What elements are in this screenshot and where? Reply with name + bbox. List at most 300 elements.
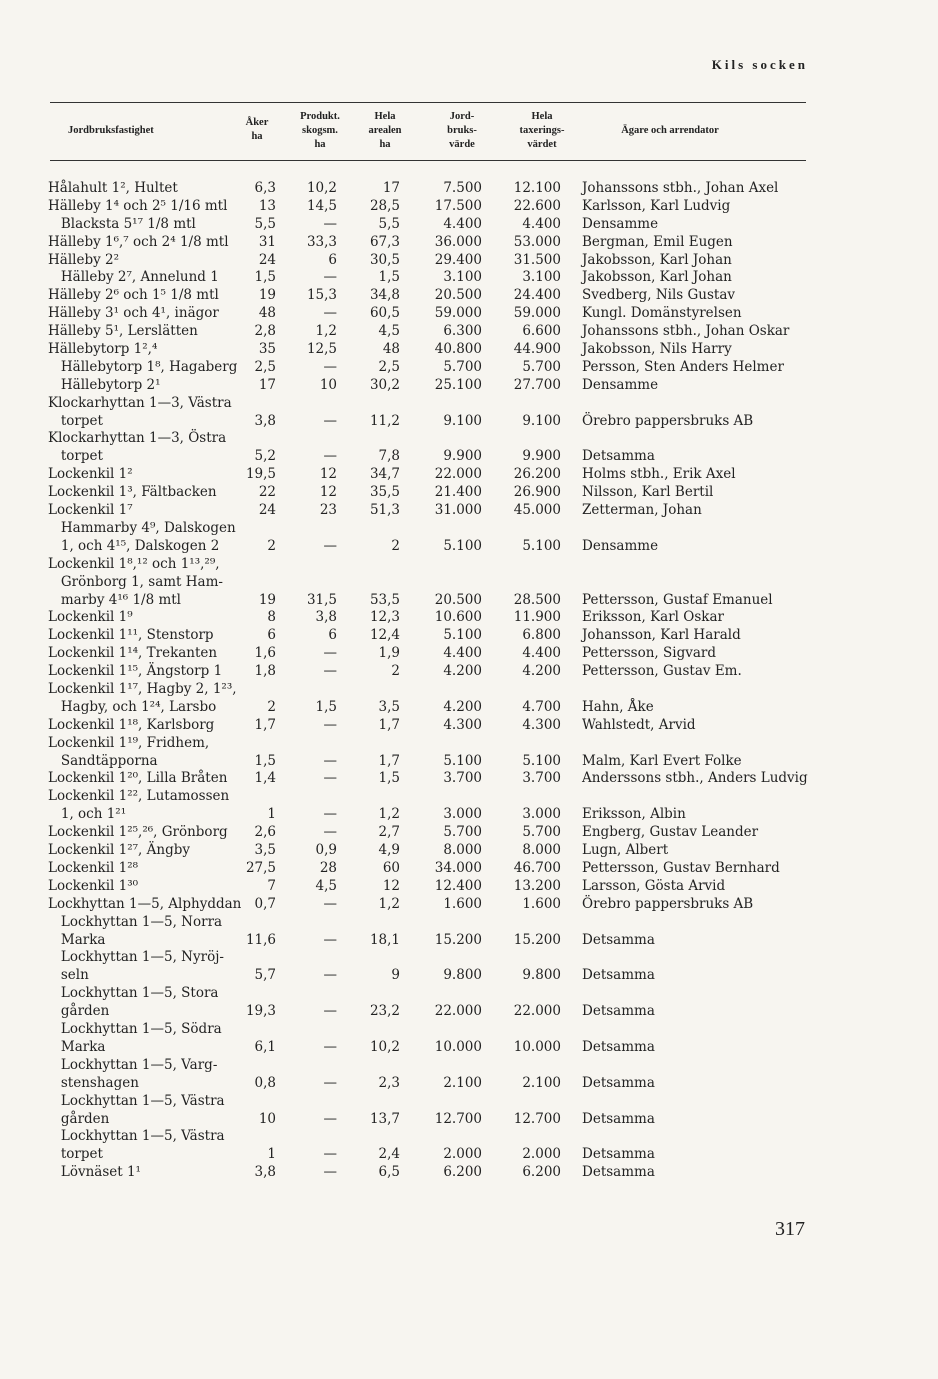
aker-cell: 2,5	[254, 358, 276, 375]
property-name-cell: Hälleby 1⁴ och 2⁵ 1/16 mtl	[48, 197, 228, 214]
header-rule-bottom	[50, 160, 806, 161]
skogsmark-cell: 0,9	[315, 842, 337, 859]
property-name-cell: Lockenkil 1¹¹, Stenstorp	[48, 627, 214, 644]
hela-arealen-cell: 2,7	[378, 824, 400, 841]
jordbruksvarde-cell: 10.000	[434, 1038, 482, 1055]
agare-cell: Örebro pappersbruks AB	[582, 412, 754, 429]
aker-cell: 10	[258, 1110, 276, 1127]
jordbruksvarde-cell: 17.500	[434, 197, 482, 214]
skogsmark-cell: —	[323, 1164, 337, 1181]
table-row	[0, 1164, 938, 1182]
table-row	[0, 269, 938, 287]
aker-cell: 13	[258, 197, 276, 214]
taxeringsvarde-cell: 22.000	[513, 1003, 561, 1020]
agare-cell: Detsamma	[582, 448, 655, 465]
taxeringsvarde-cell: 5.100	[522, 752, 561, 769]
property-name-cell: Lockhyttan 1—5, Västra	[48, 1092, 225, 1109]
aker-cell: 6,1	[254, 1038, 276, 1055]
property-table	[0, 180, 938, 1182]
agare-cell: Malm, Karl Evert Folke	[582, 752, 742, 769]
hela-arealen-cell: 28,5	[369, 197, 400, 214]
agare-cell: Detsamma	[582, 1074, 655, 1091]
agare-cell: Johanssons stbh., Johan Oskar	[582, 323, 790, 340]
col-header-skogsmark: Produkt. skogsm. ha	[300, 111, 340, 150]
aker-cell: 31	[258, 233, 276, 250]
property-name-cell: torpet	[48, 412, 103, 429]
hela-arealen-cell: 4,5	[378, 323, 400, 340]
skogsmark-cell: —	[323, 412, 337, 429]
agare-cell: Johanssons stbh., Johan Axel	[582, 180, 779, 196]
property-name-cell: 1, och 4¹⁵, Dalskogen 2	[48, 537, 220, 554]
taxeringsvarde-cell: 10.000	[513, 1038, 561, 1055]
jordbruksvarde-cell: 21.400	[434, 484, 482, 501]
property-name-cell: seln	[48, 967, 89, 984]
aker-cell: 1,8	[254, 663, 276, 680]
taxeringsvarde-cell: 26.900	[513, 484, 561, 501]
skogsmark-cell: —	[323, 215, 337, 232]
aker-cell: 5,7	[254, 967, 276, 984]
taxeringsvarde-cell: 3.000	[522, 806, 561, 823]
skogsmark-cell: —	[323, 1003, 337, 1020]
aker-cell: 19,5	[245, 466, 276, 483]
agare-cell: Kungl. Domänstyrelsen	[582, 305, 742, 322]
table-row	[0, 1057, 938, 1093]
skogsmark-cell: —	[323, 305, 337, 322]
property-name-cell: Lövnäset 1¹	[48, 1164, 141, 1181]
jordbruksvarde-cell: 36.000	[434, 233, 482, 250]
jordbruksvarde-cell: 5.700	[443, 358, 482, 375]
jordbruksvarde-cell: 15.200	[434, 931, 482, 948]
hela-arealen-cell: 2,3	[378, 1074, 400, 1091]
taxeringsvarde-cell: 5.100	[522, 537, 561, 554]
property-name-cell: Hällebytorp 2¹	[48, 376, 161, 393]
skogsmark-cell: —	[323, 645, 337, 662]
property-name-cell: Lockenkil 1⁸,¹² och 1¹³,²⁹,	[48, 555, 220, 572]
jordbruksvarde-cell: 9.100	[443, 412, 482, 429]
hela-arealen-cell: 2,4	[378, 1146, 400, 1163]
jordbruksvarde-cell: 6.300	[443, 323, 482, 340]
running-head: Kils socken	[711, 57, 808, 72]
skogsmark-cell: 14,5	[306, 197, 337, 214]
aker-cell: 2	[267, 698, 276, 715]
skogsmark-cell: 12	[319, 484, 337, 501]
property-name-cell: Lockenkil 1¹⁴, Trekanten	[48, 645, 218, 662]
hela-arealen-cell: 30,2	[369, 376, 400, 393]
taxeringsvarde-cell: 5.700	[522, 358, 561, 375]
table-row	[0, 520, 938, 556]
jordbruksvarde-cell: 22.000	[434, 1003, 482, 1020]
property-name-cell: Hälleby 2⁷, Annelund 1	[48, 269, 219, 286]
agare-cell: Lugn, Albert	[582, 842, 669, 859]
property-name-cell: gården	[48, 1003, 110, 1020]
table-row	[0, 788, 938, 824]
jordbruksvarde-cell: 9.800	[443, 967, 482, 984]
jordbruksvarde-cell: 4.200	[443, 698, 482, 715]
skogsmark-cell: 10	[319, 376, 337, 393]
hela-arealen-cell: 4,9	[378, 842, 400, 859]
taxeringsvarde-cell: 27.700	[513, 376, 561, 393]
property-name-cell: Lockenkil 1³, Fältbacken	[48, 484, 217, 501]
hela-arealen-cell: 51,3	[369, 502, 400, 519]
skogsmark-cell: 12,5	[306, 341, 337, 358]
table-row	[0, 305, 938, 323]
hela-arealen-cell: 1,7	[378, 716, 400, 733]
agare-cell: Svedberg, Nils Gustav	[582, 287, 735, 304]
property-name-cell: Lockenkil 1⁷	[48, 502, 133, 519]
property-name-cell: Klockarhyttan 1—3, Östra	[48, 430, 227, 447]
taxeringsvarde-cell: 9.900	[522, 448, 561, 465]
taxeringsvarde-cell: 28.500	[513, 591, 561, 608]
property-name-cell: Lockhyttan 1—5, Stora	[48, 985, 219, 1002]
hela-arealen-cell: 18,1	[369, 931, 400, 948]
taxeringsvarde-cell: 31.500	[513, 251, 561, 268]
table-row	[0, 323, 938, 341]
aker-cell: 6	[267, 627, 276, 644]
skogsmark-cell: 12	[319, 466, 337, 483]
hela-arealen-cell: 17	[382, 180, 400, 196]
agare-cell: Detsamma	[582, 1146, 655, 1163]
table-row	[0, 896, 938, 914]
aker-cell: 19	[258, 591, 276, 608]
jordbruksvarde-cell: 5.100	[443, 537, 482, 554]
agare-cell: Karlsson, Karl Ludvig	[582, 197, 731, 214]
table-row	[0, 627, 938, 645]
hela-arealen-cell: 3,5	[378, 698, 400, 715]
col-header-agare: Ägare och arrendator	[621, 125, 719, 136]
skogsmark-cell: 31,5	[306, 591, 337, 608]
hela-arealen-cell: 2,5	[378, 358, 400, 375]
aker-cell: 1	[267, 806, 276, 823]
table-row	[0, 824, 938, 842]
hela-arealen-cell: 67,3	[369, 233, 400, 250]
hela-arealen-cell: 60,5	[369, 305, 400, 322]
agare-cell: Detsamma	[582, 1164, 655, 1181]
aker-cell: 6,3	[254, 180, 276, 196]
taxeringsvarde-cell: 3.700	[522, 770, 561, 787]
property-name-cell: Lockenkil 1¹⁵, Ängstorp 1	[48, 663, 223, 680]
property-name-cell: Lockenkil 1²⁸	[48, 859, 139, 876]
agare-cell: Densamme	[582, 376, 659, 393]
aker-cell: 5,5	[254, 215, 276, 232]
property-name-cell: Hälleby 2²	[48, 251, 120, 268]
skogsmark-cell: 15,3	[306, 287, 337, 304]
jordbruksvarde-cell: 29.400	[434, 251, 482, 268]
skogsmark-cell: —	[323, 895, 337, 912]
jordbruksvarde-cell: 34.000	[434, 859, 482, 876]
agare-cell: Detsamma	[582, 1038, 655, 1055]
property-name-cell: Lockhyttan 1—5, Alphyddan	[48, 895, 242, 912]
hela-arealen-cell: 1,9	[378, 645, 400, 662]
hela-arealen-cell: 7,8	[378, 448, 400, 465]
taxeringsvarde-cell: 45.000	[513, 502, 561, 519]
agare-cell: Detsamma	[582, 1110, 655, 1127]
table-row	[0, 681, 938, 717]
hela-arealen-cell: 34,8	[369, 287, 400, 304]
skogsmark-cell: —	[323, 269, 337, 286]
table-row	[0, 484, 938, 502]
table-row	[0, 252, 938, 270]
table-row	[0, 949, 938, 985]
agare-cell: Pettersson, Sigvard	[582, 645, 716, 662]
skogsmark-cell: 3,8	[315, 609, 337, 626]
taxeringsvarde-cell: 1.600	[522, 895, 561, 912]
col-header-taxeringsvardet: Hela taxerings- värdet	[519, 111, 565, 150]
aker-cell: 19,3	[245, 1003, 276, 1020]
aker-cell: 48	[258, 305, 276, 322]
agare-cell: Persson, Sten Anders Helmer	[582, 358, 784, 375]
table-row	[0, 377, 938, 395]
agare-cell: Densamme	[582, 215, 659, 232]
jordbruksvarde-cell: 20.500	[434, 591, 482, 608]
agare-cell: Holms stbh., Erik Axel	[582, 466, 736, 483]
jordbruksvarde-cell: 4.300	[443, 716, 482, 733]
taxeringsvarde-cell: 6.600	[522, 323, 561, 340]
table-row	[0, 1021, 938, 1057]
aker-cell: 3,5	[254, 842, 276, 859]
property-name-cell: Hällebytorp 1⁸, Hagaberg	[48, 358, 238, 375]
aker-cell: 3,8	[254, 412, 276, 429]
table-row	[0, 878, 938, 896]
skogsmark-cell: 33,3	[306, 233, 337, 250]
table-row	[0, 234, 938, 252]
table-row	[0, 466, 938, 484]
agare-cell: Engberg, Gustav Leander	[582, 824, 759, 841]
table-row	[0, 914, 938, 950]
hela-arealen-cell: 9	[391, 967, 400, 984]
hela-arealen-cell: 2	[391, 663, 400, 680]
agare-cell: Jakobsson, Nils Harry	[582, 341, 732, 358]
agare-cell: Pettersson, Gustav Bernhard	[582, 859, 780, 876]
skogsmark-cell: 6	[328, 627, 337, 644]
skogsmark-cell: —	[323, 1074, 337, 1091]
taxeringsvarde-cell: 6.800	[522, 627, 561, 644]
jordbruksvarde-cell: 3.100	[443, 269, 482, 286]
property-name-cell: Lockenkil 1¹⁷, Hagby 2, 1²³,	[48, 681, 237, 697]
skogsmark-cell: —	[323, 752, 337, 769]
hela-arealen-cell: 30,5	[369, 251, 400, 268]
aker-cell: 11,6	[245, 931, 276, 948]
hela-arealen-cell: 1,2	[378, 895, 400, 912]
skogsmark-cell: —	[323, 537, 337, 554]
agare-cell: Eriksson, Albin	[582, 806, 686, 823]
table-row	[0, 1093, 938, 1129]
hela-arealen-cell: 12,4	[369, 627, 400, 644]
property-name-cell: Sandtäpporna	[48, 752, 158, 769]
skogsmark-cell: 10,2	[306, 180, 337, 196]
property-name-cell: Hälleby 2⁶ och 1⁵ 1/8 mtl	[48, 287, 219, 304]
skogsmark-cell: —	[323, 716, 337, 733]
table-row	[0, 180, 938, 198]
aker-cell: 17	[258, 376, 276, 393]
table-row	[0, 842, 938, 860]
skogsmark-cell: 28	[319, 859, 337, 876]
taxeringsvarde-cell: 9.100	[522, 412, 561, 429]
skogsmark-cell: —	[323, 663, 337, 680]
taxeringsvarde-cell: 59.000	[513, 305, 561, 322]
jordbruksvarde-cell: 1.600	[443, 895, 482, 912]
property-name-cell: Lockenkil 1¹⁸, Karlsborg	[48, 716, 215, 733]
property-name-cell: Marka	[48, 931, 106, 948]
agare-cell: Densamme	[582, 537, 659, 554]
agare-cell: Detsamma	[582, 931, 655, 948]
skogsmark-cell: 1,2	[315, 323, 337, 340]
jordbruksvarde-cell: 5.700	[443, 824, 482, 841]
taxeringsvarde-cell: 5.700	[522, 824, 561, 841]
property-name-cell: Lockhyttan 1—5, Varg-	[48, 1056, 218, 1073]
col-header-jordbruksvarde: Jord- bruks- värde	[447, 111, 477, 150]
jordbruksvarde-cell: 2.000	[443, 1146, 482, 1163]
skogsmark-cell: 23	[319, 502, 337, 519]
skogsmark-cell: 6	[328, 251, 337, 268]
agare-cell: Jakobsson, Karl Johan	[582, 269, 732, 286]
aker-cell: 5,2	[254, 448, 276, 465]
aker-cell: 1,7	[254, 716, 276, 733]
taxeringsvarde-cell: 13.200	[513, 877, 561, 894]
table-row	[0, 609, 938, 627]
taxeringsvarde-cell: 4.400	[522, 215, 561, 232]
jordbruksvarde-cell: 25.100	[434, 376, 482, 393]
table-row	[0, 645, 938, 663]
skogsmark-cell: —	[323, 1110, 337, 1127]
skogsmark-cell: 1,5	[315, 698, 337, 715]
property-name-cell: Hälleby 3¹ och 4¹, inägor	[48, 305, 219, 322]
table-row	[0, 430, 938, 466]
table-row	[0, 735, 938, 771]
hela-arealen-cell: 11,2	[369, 412, 400, 429]
aker-cell: 27,5	[245, 859, 276, 876]
table-row	[0, 1128, 938, 1164]
property-name-cell: Hälleby 5¹, Lerslätten	[48, 323, 198, 340]
jordbruksvarde-cell: 6.200	[443, 1164, 482, 1181]
aker-cell: 22	[258, 484, 276, 501]
skogsmark-cell: —	[323, 1038, 337, 1055]
property-name-cell: Klockarhyttan 1—3, Västra	[48, 394, 232, 411]
table-row	[0, 287, 938, 305]
aker-cell: 35	[258, 341, 276, 358]
aker-cell: 19	[258, 287, 276, 304]
taxeringsvarde-cell: 12.100	[513, 180, 561, 196]
aker-cell: 7	[267, 877, 276, 894]
taxeringsvarde-cell: 2.000	[522, 1146, 561, 1163]
skogsmark-cell: —	[323, 448, 337, 465]
page-number: 317	[775, 1218, 805, 1240]
table-row	[0, 359, 938, 377]
hela-arealen-cell: 12	[382, 877, 400, 894]
jordbruksvarde-cell: 5.100	[443, 627, 482, 644]
taxeringsvarde-cell: 4.400	[522, 645, 561, 662]
aker-cell: 24	[258, 502, 276, 519]
aker-cell: 2,6	[254, 824, 276, 841]
table-row	[0, 860, 938, 878]
property-name-cell: gården	[48, 1110, 110, 1127]
hela-arealen-cell: 34,7	[369, 466, 400, 483]
aker-cell: 0,8	[254, 1074, 276, 1091]
jordbruksvarde-cell: 10.600	[434, 609, 482, 626]
table-row	[0, 341, 938, 359]
property-name-cell: Lockhyttan 1—5, Västra	[48, 1128, 225, 1145]
hela-arealen-cell: 13,7	[369, 1110, 400, 1127]
agare-cell: Pettersson, Gustav Em.	[582, 663, 742, 680]
property-name-cell: Hagby, och 1²⁴, Larsbo	[48, 698, 217, 715]
property-name-cell: Lockenkil 1²⁰, Lilla Bråten	[48, 770, 228, 787]
table-row	[0, 556, 938, 610]
property-name-cell: stenshagen	[48, 1074, 139, 1091]
aker-cell: 0,7	[254, 895, 276, 912]
taxeringsvarde-cell: 15.200	[513, 931, 561, 948]
hela-arealen-cell: 1,7	[378, 752, 400, 769]
hela-arealen-cell: 1,5	[378, 770, 400, 787]
property-name-cell: Lockenkil 1²⁷, Ängby	[48, 842, 190, 859]
property-name-cell: Lockenkil 1¹⁹, Fridhem,	[48, 734, 210, 751]
agare-cell: Johansson, Karl Harald	[582, 627, 741, 644]
agare-cell: Pettersson, Gustaf Emanuel	[582, 591, 773, 608]
col-header-hela-arealen: Hela arealen ha	[368, 111, 402, 150]
skogsmark-cell: —	[323, 358, 337, 375]
agare-cell: Wahlstedt, Arvid	[582, 716, 696, 733]
property-name-cell: Hällebytorp 1²,⁴	[48, 341, 158, 358]
taxeringsvarde-cell: 4.300	[522, 716, 561, 733]
taxeringsvarde-cell: 53.000	[513, 233, 561, 250]
agare-cell: Detsamma	[582, 1003, 655, 1020]
property-name-cell: Blacksta 5¹⁷ 1/8 mtl	[48, 215, 196, 232]
jordbruksvarde-cell: 12.700	[434, 1110, 482, 1127]
hela-arealen-cell: 23,2	[369, 1003, 400, 1020]
taxeringsvarde-cell: 24.400	[513, 287, 561, 304]
header-rule-top	[50, 102, 806, 103]
agare-cell: Zetterman, Johan	[582, 502, 702, 519]
agare-cell: Bergman, Emil Eugen	[582, 233, 733, 250]
hela-arealen-cell: 5,5	[378, 215, 400, 232]
aker-cell: 2,8	[254, 323, 276, 340]
skogsmark-cell: —	[323, 806, 337, 823]
hela-arealen-cell: 53,5	[369, 591, 400, 608]
skogsmark-cell: —	[323, 931, 337, 948]
agare-cell: Anderssons stbh., Anders Ludvig	[582, 770, 808, 787]
property-name-cell: Lockhyttan 1—5, Nyröj-	[48, 949, 224, 966]
col-header-property: Jordbruksfastighet	[68, 125, 154, 136]
property-name-cell: Grönborg 1, samt Ham-	[48, 573, 223, 590]
property-name-cell: Lockenkil 1²⁵,²⁶, Grönborg	[48, 824, 228, 841]
taxeringsvarde-cell: 9.800	[522, 967, 561, 984]
aker-cell: 3,8	[254, 1164, 276, 1181]
hela-arealen-cell: 12,3	[369, 609, 400, 626]
agare-cell: Hahn, Åke	[582, 698, 654, 715]
skogsmark-cell: 4,5	[315, 877, 337, 894]
jordbruksvarde-cell: 4.400	[443, 645, 482, 662]
taxeringsvarde-cell: 26.200	[513, 466, 561, 483]
jordbruksvarde-cell: 4.200	[443, 663, 482, 680]
hela-arealen-cell: 10,2	[369, 1038, 400, 1055]
aker-cell: 1,5	[254, 752, 276, 769]
aker-cell: 1,4	[254, 770, 276, 787]
taxeringsvarde-cell: 4.200	[522, 663, 561, 680]
jordbruksvarde-cell: 8.000	[443, 842, 482, 859]
jordbruksvarde-cell: 3.700	[443, 770, 482, 787]
taxeringsvarde-cell: 46.700	[513, 859, 561, 876]
hela-arealen-cell: 60	[382, 859, 400, 876]
table-row	[0, 198, 938, 216]
jordbruksvarde-cell: 40.800	[434, 341, 482, 358]
col-header-aker: Åker ha	[245, 117, 269, 142]
property-name-cell: Lockhyttan 1—5, Södra	[48, 1021, 222, 1038]
property-name-cell: Marka	[48, 1038, 106, 1055]
taxeringsvarde-cell: 3.100	[522, 269, 561, 286]
agare-cell: Larsson, Gösta Arvid	[582, 877, 726, 894]
agare-cell: Örebro pappersbruks AB	[582, 895, 754, 912]
property-name-cell: Lockhyttan 1—5, Norra	[48, 913, 223, 930]
hela-arealen-cell: 2	[391, 537, 400, 554]
property-name-cell: marby 4¹⁶ 1/8 mtl	[48, 591, 182, 608]
